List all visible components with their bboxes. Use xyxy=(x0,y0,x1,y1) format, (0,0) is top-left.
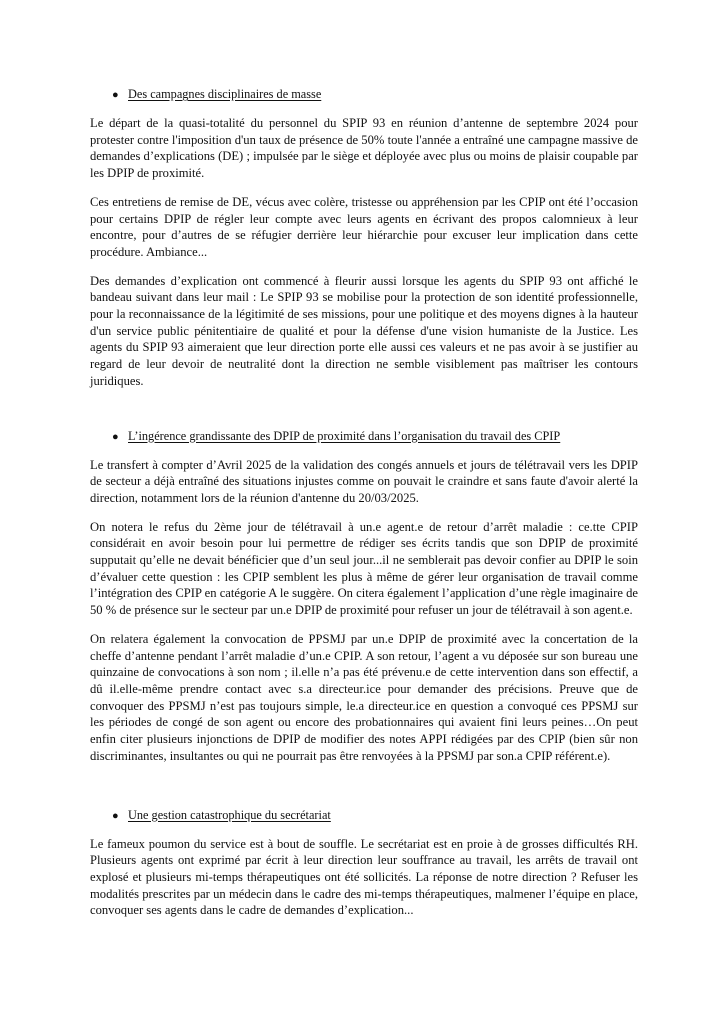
paragraph: Le transfert à compter d’Avril 2025 de la validation des congés annuels et jours de télétravail vers les DPIP de secteur a déjà entraîné des situations injustes comme on pouvait le craindre et sans faute d'avoir alerté la direction, notamment lors de la réunion d'antenne du 20/03/2025. xyxy=(90,457,638,505)
bullet-icon: ● xyxy=(112,430,119,443)
section-dpip-interference xyxy=(90,428,638,765)
section-secretariat-management xyxy=(90,807,638,920)
bullet-icon: ● xyxy=(112,89,119,101)
section-heading xyxy=(112,86,638,103)
section-heading-text: Des campagnes disciplinaires de masse xyxy=(128,87,322,101)
section-disciplinary-campaigns xyxy=(90,86,638,390)
section-heading xyxy=(112,807,638,824)
paragraph: On relatera également la convocation de PPSMJ par un.e DPIP de proximité avec la concertation de la cheffe d’antenne pendant l’arrêt maladie d’un.e CPIP. A son retour, l’agent a vu déposée sur son bureau une quinzaine de convocations à son nom ; il.elle n’a pas été prévenu.e de cette intervention dans son effectif, a dû il.elle-même prendre contact avec s.a directeur.ice pour demander des précisions. Preuve que de convoquer des PPSMJ n’est pas toujours simple, le.a directeur.ice en question a convoqué ces PPSMJ sur les périodes de congé de son agent ou encore des probationnaires qui avaient fini leurs peines…On peut enfin citer plusieurs injonctions de DPIP de modifier des notes APPI rédigées par des CPIP (bien sûr non discriminantes, insultantes ou qui ne pourrait pas être renvoyées à la PPSMJ par son.a CPIP référent.e). xyxy=(90,631,638,763)
paragraph: On notera le refus du 2ème jour de télétravail à un.e agent.e de retour d’arrêt maladie : ce.tte CPIP considérait en avoir besoin pour lui permettre de rédiger ses écrits tandis que son DPIP de proximité supputait qu’elle ne devait bénéficier que d’un seul jour...il ne semblerait pas devoir confier au DPIP le soin d’évaluer cette question : les CPIP semblent les plus à même de gérer leur organisation de travail comme l’intégration des CPIP en catégorie A le suggère. On citera également l’application d’une règle imaginaire de 50 % de présence sur le secteur par un.e DPIP de proximité pour refuser un jour de télétravail à son agent.e. xyxy=(90,519,638,618)
paragraph: Ces entretiens de remise de DE, vécus avec colère, tristesse ou appréhension par les CPIP ont été l’occasion pour certains DPIP de régler leur compte avec leurs agents en écrivant des propos calomnieux à leur encontre, pour d’autres de se réfugier derrière leur hiérarchie pour excuser leur implication dans cette procédure. Ambiance... xyxy=(90,194,638,259)
paragraph: Le départ de la quasi-totalité du personnel du SPIP 93 en réunion d’antenne de septembre 2024 pour protester contre l'imposition d'un taux de présence de 50% toute l'année a entraîné une campagne massive de demandes d’explications (DE) ; impulsée par le siège et déployée avec plus ou moins de plaisir coupable par les DPIP de proximité. xyxy=(90,116,638,181)
section-heading xyxy=(112,428,638,445)
section-heading-text: L’ingérence grandissante des DPIP de proximité dans l’organisation du travail des CPIP xyxy=(128,428,561,443)
section-heading-text: Une gestion catastrophique du secrétariat xyxy=(128,807,331,822)
paragraph: Des demandes d’explication ont commencé à fleurir aussi lorsque les agents du SPIP 93 ont affiché le bandeau suivant dans leur mail : Le SPIP 93 se mobilise pour la protection de son identité professionnelle, pour la reconnaissance de la légitimité de ses missions, pour une politique et des moyens dignes à la hauteur d'un service public pénitentiaire de qualité et pour la défense d'une vision humaniste de la Justice. Les agents du SPIP 93 aimeraient que leur direction porte elle aussi ces valeurs et ne pas avoir à se justifier au regard de leur devoir de neutralité dont la direction ne semble visiblement pas maîtriser les contours juridiques. xyxy=(90,273,638,388)
bullet-icon: ● xyxy=(112,809,119,822)
paragraph: Le fameux poumon du service est à bout de souffle. Le secrétariat est en proie à de grosses difficultés RH. Plusieurs agents ont exprimé par écrit à leur direction leur souffrance au travail, les arrêts de travail ont explosé et plusieurs mi-temps thérapeutiques ont été sollicités. La réponse de notre direction ? Refuser les modalités prescrites par un médecin dans le cadre des mi-temps thérapeutiques, malmener l’équipe en place, convoquer ses agents dans le cadre de demandes d’explication... xyxy=(90,836,638,918)
